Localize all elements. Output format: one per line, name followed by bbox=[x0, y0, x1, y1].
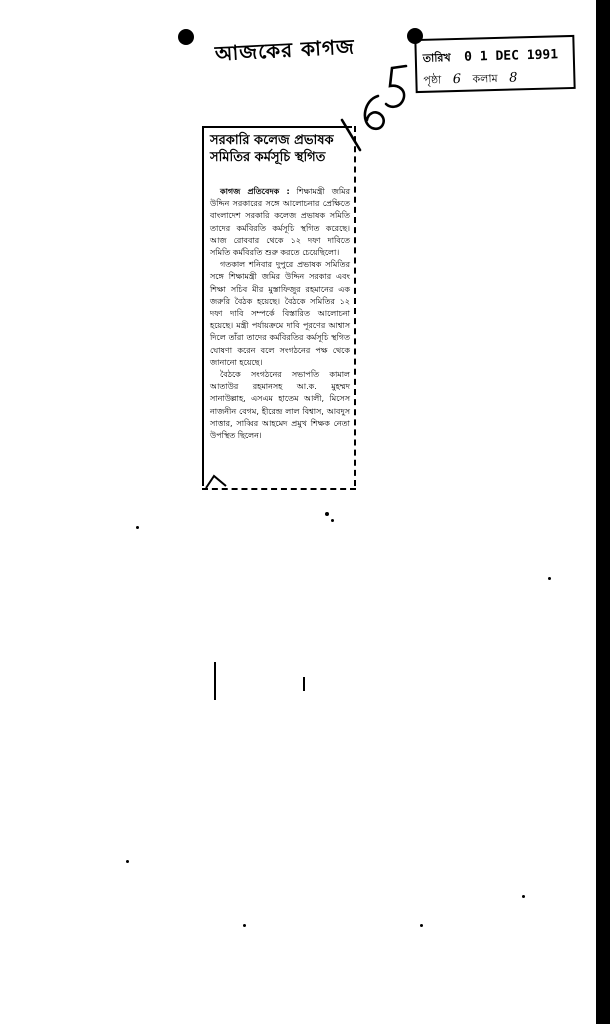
clipping-edge-top bbox=[202, 126, 352, 128]
article-paragraph bbox=[210, 186, 350, 259]
scan-speck bbox=[331, 519, 334, 522]
scan-speck bbox=[522, 895, 525, 898]
news-clipping bbox=[202, 126, 356, 492]
article-paragraph: গতকাল শনিবার দুপুরে প্রভাষক সমিতির সঙ্গে শিক্ষামন্ত্রী জমির উদ্দিন সরকার এবং শিক্ষা সচিব মীর মুস্তাফিজুর রহমানের এক জরুরি বৈঠক হয়েছে। বৈঠকে সমিতির ১২ দফা দাবি সম্পর্কে বিস্তারিত আলোচনা হয়েছে। মন্ত্রী পর্যায়ক্রমে দাবি পূরণের আশ্বাস দিলে তাঁরা তাদের কর্মবিরতির কর্মসূচি স্থগিত ঘোষণা করেন বলে সংগঠনের পক্ষ থেকে জানানো হয়েছে। bbox=[210, 260, 350, 367]
article-headline: সরকারি কলেজ প্রভাষক সমিতির কর্মসূচি স্থগিত bbox=[210, 133, 334, 165]
archive-stamp bbox=[414, 35, 575, 93]
scan-mark bbox=[303, 677, 305, 691]
stamp-page-value: 6 bbox=[452, 71, 462, 88]
scan-speck bbox=[548, 577, 551, 580]
scan-speck bbox=[126, 860, 129, 863]
stamp-page-row bbox=[423, 69, 526, 91]
stamp-page-label: পৃষ্ঠা bbox=[423, 73, 442, 87]
scan-speck bbox=[325, 512, 329, 516]
newspaper-masthead: আজকের কাগজ bbox=[214, 34, 356, 66]
article-paragraph-text: শিক্ষামন্ত্রী জমির উদ্দিন সরকারের সঙ্গে আলোচনার প্রেক্ষিতে বাংলাদেশ সরকারি কলেজ প্রভাষক সমিতি তাদের কর্মবিরতি কর্মসূচি স্থগিত করেছে। আজ রোববার থেকে ১২ দফা দাবিতে সমিতি কর্মবিরতি শুরু করতে চেয়েছিলো। bbox=[210, 187, 350, 258]
scan-speck bbox=[136, 526, 139, 529]
scan-speck bbox=[420, 924, 423, 927]
stamp-date-value: 0 1 DEC 1991 bbox=[463, 47, 559, 65]
clipping-edge-left bbox=[202, 126, 204, 486]
stamp-date-label: তারিখ bbox=[422, 51, 451, 65]
article-byline: কাগজ প্রতিবেদক : bbox=[220, 187, 290, 196]
scan-mark bbox=[214, 662, 216, 700]
article-paragraph: বৈঠকে সংগঠনের সভাপতি কামাল আতাউর রহমানসহ আ.ক. মুহম্মদ সানাউল্লাহ, এসএম হাতেম আলী, মিসেস নাজনীন বেগম, হীরেন্দ্র লাল বিশ্বাস, আবদুস সাত্তার, সাব্বির আহমেদ প্রমুখ শিক্ষক নেতা উপস্থিত ছিলেন। bbox=[210, 370, 350, 441]
article-body bbox=[210, 186, 350, 442]
stamp-date-row bbox=[423, 46, 559, 69]
stamp-column-label: কলাম bbox=[472, 71, 498, 86]
clipping-edge-right bbox=[354, 126, 356, 486]
checkmark-annotation bbox=[204, 472, 230, 492]
scan-edge bbox=[596, 0, 610, 1024]
scan-speck bbox=[243, 924, 246, 927]
stamp-column-value: 8 bbox=[508, 70, 518, 86]
punch-hole-left bbox=[178, 29, 194, 45]
